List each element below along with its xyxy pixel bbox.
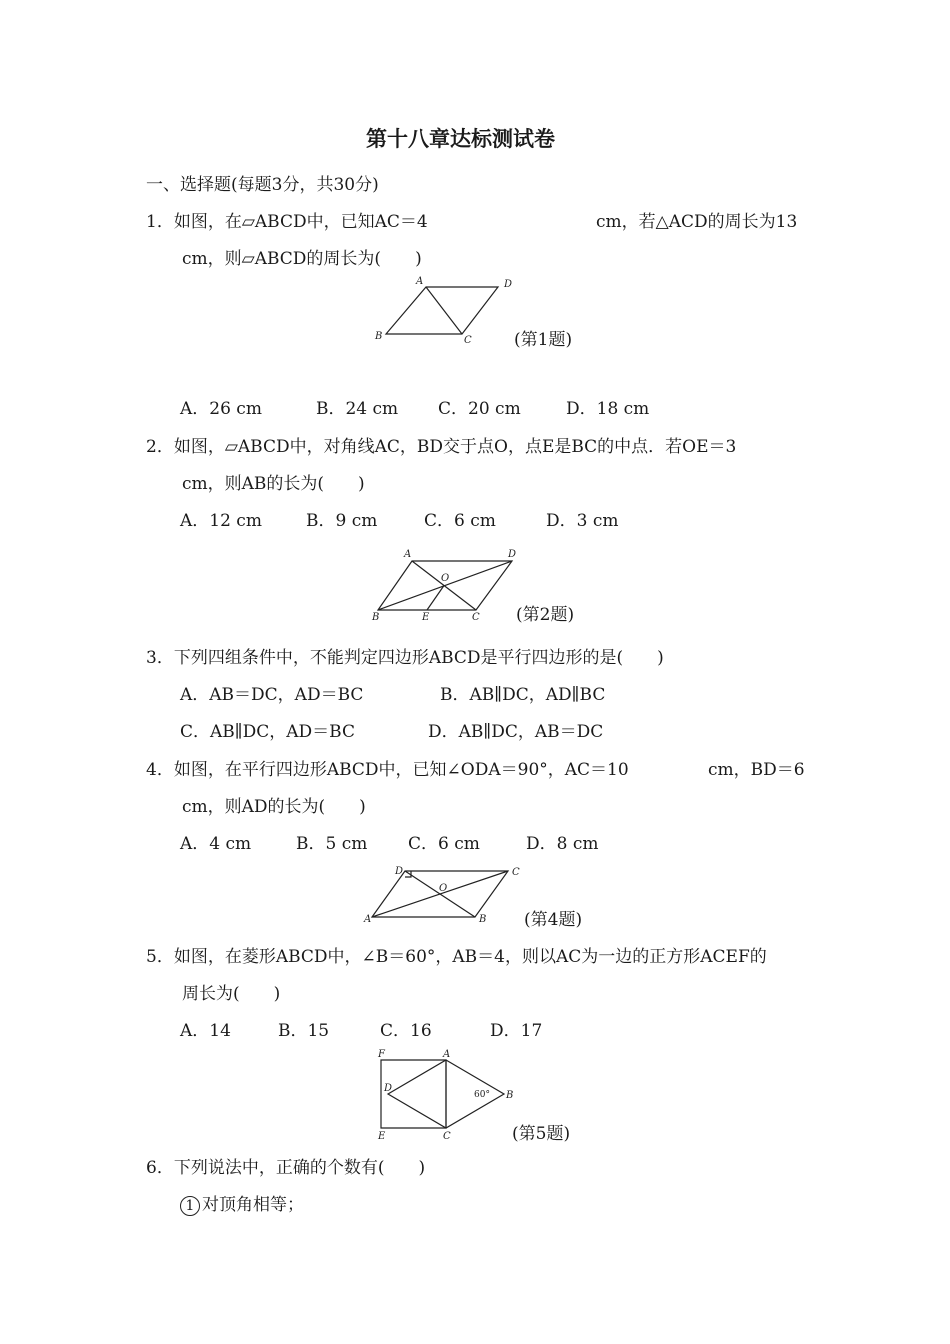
q1-stem-line2: cm，则▱ABCD的周长为( ) <box>182 249 422 269</box>
q5-stem-line1: 5．如图，在菱形ABCD中，∠B＝60°，AB＝4，则以AC为一边的正方形ACEF的 <box>146 947 767 967</box>
q2-caption: (第2题) <box>516 605 575 625</box>
q5-option-b[interactable]: B．15 <box>278 1021 330 1041</box>
q5-option-a[interactable]: A．14 <box>180 1021 231 1041</box>
q2-option-a[interactable]: A．12 cm <box>180 511 262 531</box>
q2-option-d[interactable]: D．3 cm <box>546 511 619 531</box>
q4-option-a[interactable]: A．4 cm <box>180 834 252 854</box>
q2-option-b[interactable]: B．9 cm <box>306 511 378 531</box>
q1-stem-line1b: cm，若△ACD的周长为13 <box>596 212 798 232</box>
q5-label-b: B <box>506 1090 514 1101</box>
q2-label-c: C <box>472 612 480 623</box>
q4-caption: (第4题) <box>524 910 583 930</box>
q4-label-c: C <box>512 867 520 878</box>
q3-option-b[interactable]: B．AB∥DC，AD∥BC <box>440 685 606 705</box>
q4-option-b[interactable]: B．5 cm <box>296 834 368 854</box>
q1-label-d: D <box>504 279 513 290</box>
q3-option-a[interactable]: A．AB＝DC，AD＝BC <box>180 685 364 705</box>
q4-label-b: B <box>479 914 487 925</box>
q1-figure <box>370 274 530 348</box>
q6-item-1-text: 对顶角相等； <box>202 1195 304 1215</box>
q2-label-a: A <box>404 549 412 560</box>
q5-stem-line2: 周长为( ) <box>182 984 281 1004</box>
q5-caption: (第5题) <box>512 1124 571 1144</box>
q1-caption: (第1题) <box>514 330 573 350</box>
q1-parallelogram <box>386 287 498 334</box>
q3-stem: 3．下列四组条件中，不能判定四边形ABCD是平行四边形的是( ) <box>146 648 664 668</box>
q6-stem: 6．下列说法中，正确的个数有( ) <box>146 1158 426 1178</box>
q1-label-a: A <box>416 276 424 287</box>
q1-option-d[interactable]: D．18 cm <box>566 399 650 419</box>
q5-label-a: A <box>443 1049 451 1060</box>
q5-label-f: F <box>378 1049 385 1060</box>
q2-stem-line1: 2．如图，▱ABCD中，对角线AC，BD交于点O，点E是BC的中点．若OE＝3 <box>146 437 737 457</box>
q5-label-e: E <box>378 1131 386 1142</box>
q5-figure <box>372 1046 522 1144</box>
q4-option-c[interactable]: C．6 cm <box>408 834 480 854</box>
q1-option-b[interactable]: B．24 cm <box>316 399 399 419</box>
q2-diagonal-bd <box>378 561 512 610</box>
q4-stem-line1a: 4．如图，在平行四边形ABCD中，已知∠ODA＝90°，AC＝10 <box>146 760 629 780</box>
q1-stem-line1a: 1．如图，在▱ABCD中，已知AC＝4 <box>146 212 428 232</box>
q2-stem-line2: cm，则AB的长为( ) <box>182 474 365 494</box>
q2-label-o: O <box>441 573 450 584</box>
q2-label-d: D <box>508 549 517 560</box>
q4-diagonal-bd <box>405 871 475 917</box>
q6-item-1-number: 1 <box>180 1196 200 1216</box>
q4-stem-line1b: cm，BD＝6 <box>708 760 805 780</box>
q4-label-a: A <box>364 914 372 925</box>
page-title: 第十八章达标测试卷 <box>366 126 555 151</box>
q6-item-1 <box>180 1194 304 1216</box>
q2-figure <box>368 544 528 624</box>
q1-label-b: B <box>375 331 383 342</box>
q2-label-e: E <box>422 612 430 623</box>
q4-stem-line2: cm，则AD的长为( ) <box>182 797 366 817</box>
q1-label-c: C <box>464 335 472 346</box>
q1-diagonal-ac <box>426 287 462 334</box>
q4-label-o: O <box>439 883 448 894</box>
q3-option-c[interactable]: C．AB∥DC，AD＝BC <box>180 722 355 742</box>
q4-option-d[interactable]: D．8 cm <box>526 834 599 854</box>
q5-option-d[interactable]: D．17 <box>490 1021 543 1041</box>
q5-label-c: C <box>443 1131 451 1142</box>
q1-option-a[interactable]: A．26 cm <box>180 399 262 419</box>
q5-option-c[interactable]: C．16 <box>380 1021 432 1041</box>
section-heading: 一、选择题(每题3分，共30分) <box>146 175 379 195</box>
q5-square-acef <box>381 1060 446 1128</box>
q1-option-c[interactable]: C．20 cm <box>438 399 521 419</box>
q5-label-d: D <box>384 1083 393 1094</box>
q2-label-b: B <box>372 612 380 623</box>
q2-option-c[interactable]: C．6 cm <box>424 511 496 531</box>
q3-option-d[interactable]: D．AB∥DC，AB＝DC <box>428 722 604 742</box>
q4-label-d: D <box>395 866 404 877</box>
q4-figure <box>360 862 530 930</box>
q5-angle-label: 60° <box>474 1090 490 1100</box>
